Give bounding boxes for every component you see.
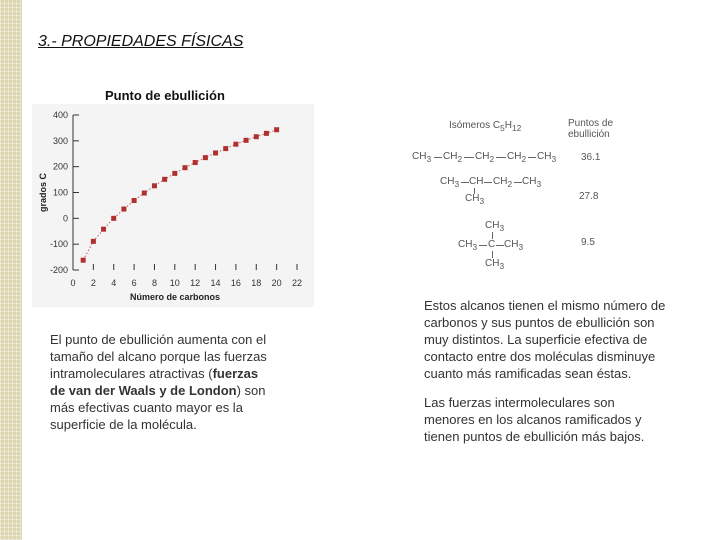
y-tick-label: 400 (52, 110, 68, 120)
neopentane-ch3-right-text: CH (504, 239, 519, 250)
data-point (193, 160, 198, 165)
pentane-ch3-a (412, 151, 431, 164)
isopentane-ch3-b-text: CH (522, 176, 537, 187)
isomers-header-sub5: 5 (500, 123, 505, 133)
data-point (162, 177, 167, 182)
neopentane-ch3-bottom (485, 258, 504, 271)
bond (492, 232, 493, 239)
data-point (233, 142, 238, 147)
pentane-ch2-b (475, 151, 494, 164)
data-point (132, 198, 137, 203)
data-point (244, 138, 249, 143)
pentane-ch3-b-text: CH (537, 151, 552, 162)
series-line (83, 130, 276, 260)
y-axis-label: grados C (38, 172, 48, 213)
data-point (101, 227, 106, 232)
data-point (183, 165, 188, 170)
y-tick-label: 0 (62, 213, 68, 224)
bond (479, 245, 487, 246)
data-point (111, 216, 116, 221)
x-tick-label: 14 (210, 278, 221, 288)
x-tick-label: 20 (271, 278, 282, 288)
isopentane-ch3-b (522, 176, 541, 189)
left-paragraph (50, 331, 272, 433)
isopentane-ch3-c-text: CH (465, 193, 480, 204)
isopentane-ch3-a (440, 176, 459, 189)
neopentane-ch3-top (485, 220, 504, 233)
chart-title: Punto de ebullición (105, 88, 225, 103)
data-point (172, 171, 177, 176)
neopentane-c: C (488, 239, 496, 250)
left-paragraph-bold: fuerzas de van der Waals y de London (50, 366, 259, 398)
y-tick-label: -200 (49, 265, 68, 275)
right-paragraph-1: Estos alcanos tienen el mismo número de carbonos y sus puntos de ebullición son muy distintos. La superficie efectiva de contacto entre dos moléculas disminuye cuanto más ramificadas sean éstas. (424, 298, 666, 381)
y-tick-label: 100 (52, 187, 68, 198)
pentane-ch3-a-text: CH (412, 151, 427, 162)
bp-header-line2: ebullición (568, 129, 610, 140)
x-tick-label: 6 (131, 278, 137, 288)
pentane-boiling-point: 36.1 (581, 152, 601, 163)
left-paragraph-part2: ) son más efectivas cuanto mayor es la superficie de la molécula. (50, 383, 266, 432)
data-point (264, 131, 269, 136)
data-point (81, 258, 86, 263)
isopentane-ch3-c-sub: 3 (479, 196, 485, 206)
x-tick-label: 18 (251, 278, 262, 288)
isopentane-ch3-a-sub: 3 (454, 179, 460, 189)
neopentane-ch3-left-text: CH (458, 239, 473, 250)
bond (528, 157, 536, 158)
bond (484, 182, 492, 183)
y-tick-label: 300 (52, 135, 68, 146)
neopentane-ch3-left (458, 239, 477, 252)
neopentane-boiling-point: 9.5 (581, 237, 595, 248)
pentane-ch2-c-text: CH (507, 151, 522, 162)
isopentane-ch2-text: CH (493, 176, 508, 187)
bond (496, 157, 506, 158)
data-point (223, 146, 228, 151)
x-tick-label: 0 (70, 278, 76, 288)
x-tick-label: 4 (111, 278, 117, 288)
x-tick-label: 16 (230, 278, 241, 288)
neopentane-ch3-right (504, 239, 523, 252)
x-tick-label: 2 (90, 278, 96, 288)
pentane-ch2-a (443, 151, 462, 164)
bond (434, 157, 442, 158)
x-tick-label: 22 (291, 278, 303, 288)
pentane-ch3-a-sub: 3 (426, 154, 432, 164)
isopentane-ch: CH (469, 176, 484, 187)
decorative-side-band (0, 0, 22, 540)
isopentane-ch3-c (465, 193, 484, 206)
isopentane-ch3-b-sub: 3 (536, 179, 542, 189)
chart-svg (32, 104, 314, 307)
y-tick-label: -100 (49, 239, 68, 250)
pentane-ch3-b (537, 151, 556, 164)
isomers-header-sub12: 12 (512, 123, 522, 133)
isopentane-boiling-point: 27.8 (579, 191, 599, 202)
x-axis-label: Número de carbonos (129, 292, 221, 302)
isopentane-ch2-sub: 2 (507, 179, 513, 189)
bond (464, 157, 474, 158)
pentane-ch2-b-sub: 2 (489, 154, 495, 164)
data-point (121, 207, 126, 212)
left-paragraph-part1: El punto de ebullición aumenta con el tamaño del alcano porque las fuerzas intramoleculares atractivas ( (50, 332, 267, 381)
data-point (274, 127, 279, 132)
bond (514, 182, 522, 183)
right-paragraphs (424, 297, 666, 457)
x-tick-label: 8 (151, 278, 157, 288)
isopentane-ch2 (493, 176, 512, 189)
data-point (152, 183, 157, 188)
x-tick-label: 12 (190, 278, 201, 288)
isomers-header-h: H (504, 120, 512, 131)
pentane-ch2-a-sub: 2 (457, 154, 463, 164)
data-point (142, 191, 147, 196)
neopentane-ch3-left-sub: 3 (472, 242, 478, 252)
pentane-ch3-b-sub: 3 (551, 154, 557, 164)
data-point (203, 155, 208, 160)
isomers-header (449, 120, 521, 134)
bond (496, 245, 504, 246)
bond (461, 182, 469, 183)
data-point (213, 150, 218, 155)
neopentane-ch3-top-text: CH (485, 220, 500, 231)
neopentane-ch3-bottom-text: CH (485, 258, 500, 269)
boiling-point-chart (32, 104, 314, 307)
neopentane-ch3-right-sub: 3 (518, 242, 524, 252)
x-tick-label: 10 (169, 278, 180, 288)
y-tick-label: 200 (52, 161, 68, 172)
isopentane-ch3-a-text: CH (440, 176, 455, 187)
bond (492, 251, 493, 258)
bp-header-line1: Puntos de (568, 118, 614, 129)
pentane-ch2-a-text: CH (443, 151, 458, 162)
slide-title: 3.- PROPIEDADES FÍSICAS (38, 33, 244, 50)
data-point (254, 134, 259, 139)
pentane-ch2-c-sub: 2 (521, 154, 527, 164)
pentane-ch2-b-text: CH (475, 151, 490, 162)
right-paragraph-2: Las fuerzas intermoleculares son menores en los alcanos ramificados y tienen puntos de ebullición más bajos. (424, 395, 645, 444)
isomers-header-label: Isómeros C (449, 120, 501, 131)
data-point (91, 239, 96, 244)
pentane-ch2-c (507, 151, 526, 164)
isomers-panel (405, 110, 625, 280)
neopentane-ch3-top-sub: 3 (499, 223, 505, 233)
neopentane-ch3-bottom-sub: 3 (499, 261, 505, 271)
